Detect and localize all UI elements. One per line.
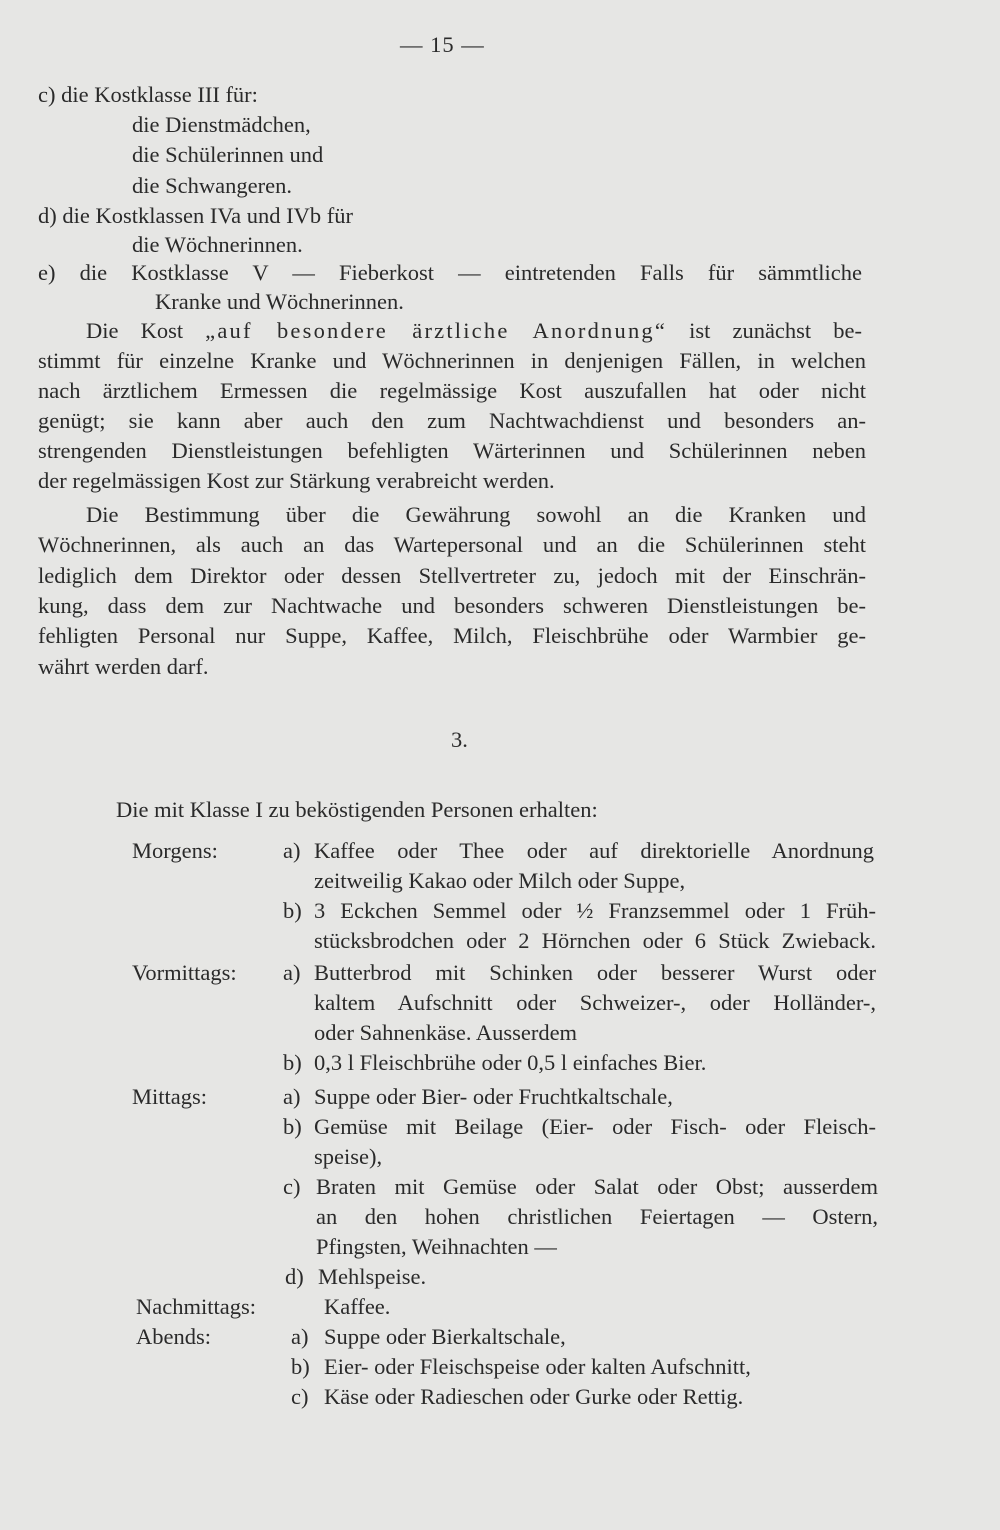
meal-label-nachmittags: Nachmittags: — [136, 1294, 256, 1319]
item-marker: a) — [283, 1084, 301, 1109]
paragraph-2-line: kung, dass dem zur Nachtwache und besonders schweren Dienstleistungen be- — [38, 593, 866, 618]
paragraph-1-text: Die Kost — [86, 318, 206, 343]
paragraph-2-line: währt werden darf. — [38, 654, 209, 679]
paragraph-1-line: der regelmässigen Kost zur Stärkung verabreicht werden. — [38, 468, 555, 493]
list-item-d-line: die Wöchnerinnen. — [132, 232, 303, 257]
meal-item-line: stücksbrodchen oder 2 Hörnchen oder 6 Stück Zwieback. — [314, 928, 876, 953]
list-item-c-line: die Schülerinnen und — [132, 142, 324, 167]
paragraph-1-text: ist zunächst be- — [667, 318, 862, 343]
meal-item-line: Eier- oder Fleischspeise oder kalten Aufschnitt, — [324, 1354, 751, 1379]
meal-item-line: Butterbrod mit Schinken oder besserer Wurst oder — [314, 960, 876, 985]
meal-item-line: Gemüse mit Beilage (Eier- oder Fisch- oder Fleisch- — [314, 1114, 876, 1139]
list-item-e: e) die Kostklasse V — Fieberkost — eintretenden Falls für sämmtliche — [38, 260, 862, 285]
paragraph-1-line: nach ärztlichem Ermessen die regelmässige Kost auszufallen hat oder nicht — [38, 378, 866, 403]
paragraph-2-line: lediglich dem Direktor oder dessen Stellvertreter zu, jedoch mit der Einschrän- — [38, 563, 866, 588]
meal-item-line: Suppe oder Bierkaltschale, — [324, 1324, 566, 1349]
meal-label-abends: Abends: — [136, 1324, 211, 1349]
paragraph-2-line: fehligten Personal nur Suppe, Kaffee, Milch, Fleischbrühe oder Warmbier ge- — [38, 623, 866, 648]
item-marker: b) — [283, 898, 302, 923]
item-marker: d) — [285, 1264, 304, 1289]
paragraph-2-line: Wöchnerinnen, als auch an das Wartepersonal und an die Schülerinnen steht — [38, 532, 866, 557]
paragraph-1-line: stimmt für einzelne Kranke und Wöchnerinnen in denjenigen Fällen, in welchen — [38, 348, 866, 373]
meal-item-line: Suppe oder Bier- oder Fruchtkaltschale, — [314, 1084, 673, 1109]
meal-label-morgens: Morgens: — [132, 838, 218, 863]
meal-item-line: kaltem Aufschnitt oder Schweizer-, oder Holländer-, — [314, 990, 876, 1015]
meal-item-line: an den hohen christlichen Feiertagen — Ostern, — [316, 1204, 878, 1229]
section-number: 3. — [451, 727, 468, 752]
item-marker: b) — [283, 1050, 302, 1075]
item-marker: a) — [291, 1324, 309, 1349]
item-marker: b) — [283, 1114, 302, 1139]
section-intro: Die mit Klasse I zu beköstigenden Personen erhalten: — [116, 797, 598, 822]
meal-item-line: Käse oder Radieschen oder Gurke oder Rettig. — [324, 1384, 744, 1409]
list-item-d: d) die Kostklassen IVa und IVb für — [38, 203, 353, 228]
emphasized-phrase: „auf besondere ärztliche Anordnung“ — [205, 318, 668, 343]
paragraph-2-line: Die Bestimmung über die Gewährung sowohl an die Kranken und — [86, 502, 866, 527]
meal-item-line: 0,3 l Fleischbrühe oder 0,5 l einfaches Bier. — [314, 1050, 707, 1075]
meal-item-line: zeitweilig Kakao oder Milch oder Suppe, — [314, 868, 686, 893]
item-marker: c) — [291, 1384, 309, 1409]
paragraph-1-line: genügt; sie kann aber auch den zum Nachtwachdienst und besonders an- — [38, 408, 866, 433]
paragraph-1-first-line — [38, 316, 862, 346]
meal-label-mittags: Mittags: — [132, 1084, 208, 1109]
meal-item-line: 3 Eckchen Semmel oder ½ Franzsemmel oder 1 Früh- — [314, 898, 876, 923]
item-marker: b) — [291, 1354, 310, 1379]
list-item-c-line: die Schwangeren. — [132, 173, 292, 198]
page-number: — 15 — — [400, 32, 485, 57]
list-item-c: c) die Kostklasse III für: — [38, 82, 258, 107]
meal-item-line: Kaffee oder Thee oder auf direktorielle Anordnung — [314, 838, 874, 863]
meal-item-line: oder Sahnenkäse. Ausserdem — [314, 1020, 578, 1045]
meal-item-line: Pfingsten, Weihnachten — — [316, 1234, 557, 1259]
item-marker: a) — [283, 838, 301, 863]
item-marker: c) — [283, 1174, 301, 1199]
meal-item-line: Braten mit Gemüse oder Salat oder Obst; ausserdem — [316, 1174, 878, 1199]
meal-item-line: speise), — [314, 1144, 383, 1169]
meal-item-line: Kaffee. — [324, 1294, 391, 1319]
meal-item-line: Mehlspeise. — [318, 1264, 427, 1289]
paragraph-1-line: strengenden Dienstleistungen befehligten Wärterinnen und Schülerinnen neben — [38, 438, 866, 463]
meal-label-vormittags: Vormittags: — [132, 960, 237, 985]
list-item-e-line: Kranke und Wöchnerinnen. — [155, 289, 404, 314]
list-item-c-line: die Dienstmädchen, — [132, 112, 311, 137]
item-marker: a) — [283, 960, 301, 985]
